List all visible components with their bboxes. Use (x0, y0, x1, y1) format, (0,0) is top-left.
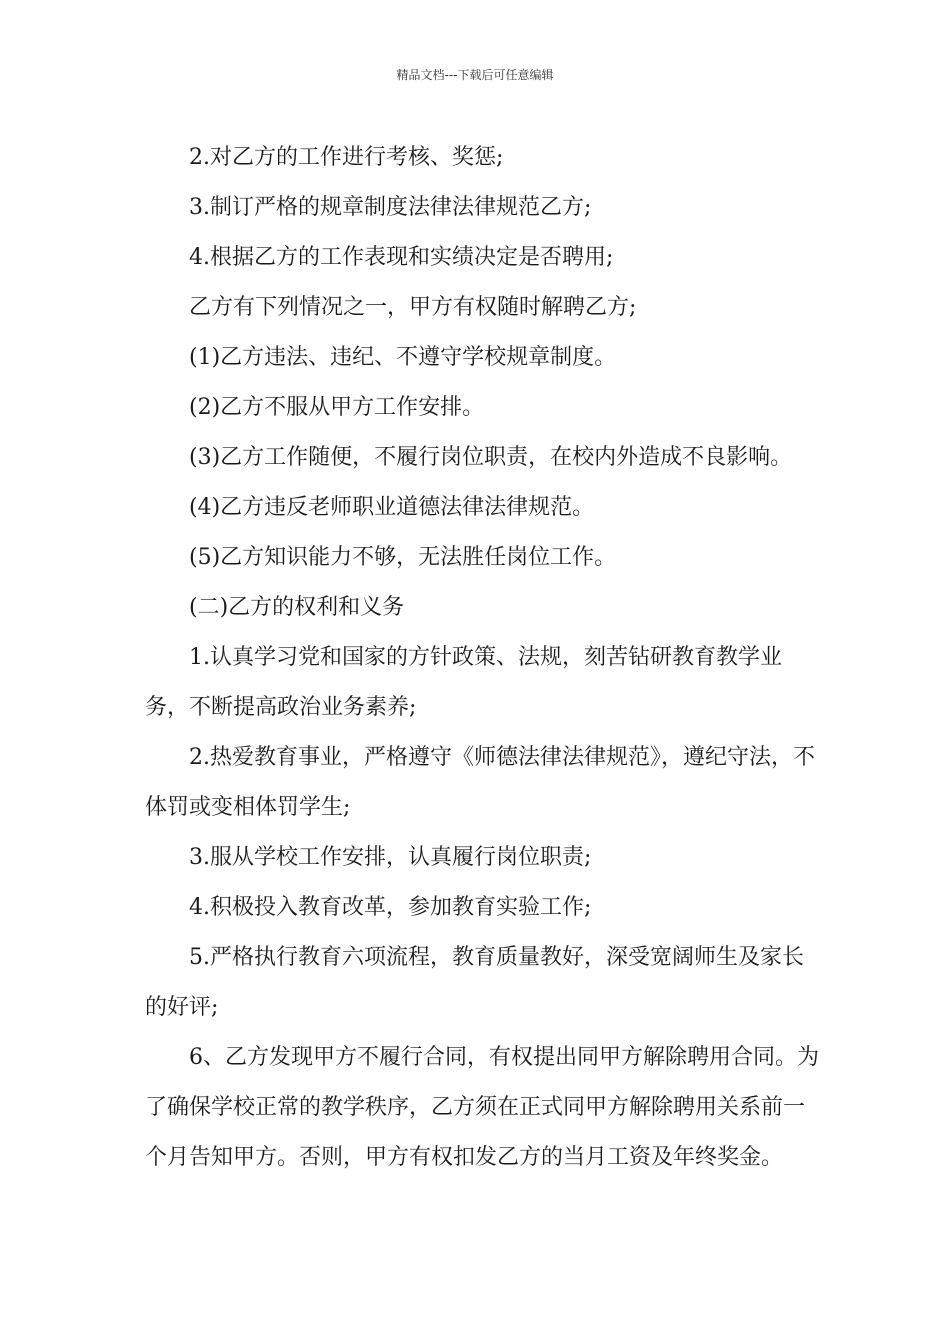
paragraph-item: (3)乙方工作随便，不履行岗位职责，在校内外造成不良影响。 (189, 445, 793, 470)
paragraph-item: 3.制订严格的规章制度法律法律规范乙方; (189, 195, 592, 220)
paragraph-item: 乙方有下列情况之一，甲方有权随时解聘乙方; (189, 295, 637, 320)
paragraph-item: 1.认真学习党和国家的方针政策、法规，刻苦钻研教育教学业务，不断提高政治业务素养; (145, 645, 782, 720)
paragraph-item: 6、乙方发现甲方不履行合同，有权提出同甲方解除聘用合同。为了确保学校正常的教学秩序，乙方须在正式同甲方解除聘用关系前一个月告知甲方。否则，甲方有权扣发乙方的当月工资及年终奖金。 (145, 1045, 819, 1170)
paragraph-item: (4)乙方违反老师职业道德法律法律规范。 (189, 495, 595, 520)
paragraph-item: 3.服从学校工作安排，认真履行岗位职责; (189, 845, 592, 870)
section-heading: (二)乙方的权利和义务 (189, 595, 405, 620)
paragraph-item: (1)乙方违法、违纪、不遵守学校规章制度。 (189, 345, 617, 370)
document-body (145, 133, 825, 1183)
paragraph-item: 2.对乙方的工作进行考核、奖惩; (189, 145, 504, 170)
paragraph-item: (5)乙方知识能力不够，无法胜任岗位工作。 (189, 545, 617, 570)
paragraph-item: 4.积极投入教育改革，参加教育实验工作; (189, 895, 592, 920)
paragraph-item: 4.根据乙方的工作表现和实绩决定是否聘用; (189, 245, 614, 270)
paragraph-item: 2.热爱教育事业，严格遵守《师德法律法律规范》，遵纪守法，不体罚或变相体罚学生; (145, 745, 815, 820)
page-header: 精品文档---下载后可任意编辑 (396, 68, 554, 82)
paragraph-item: (2)乙方不服从甲方工作安排。 (189, 395, 485, 420)
paragraph-item: 5.严格执行教育六项流程，教育质量教好，深受宽阔师生及家长的好评; (145, 945, 804, 1020)
